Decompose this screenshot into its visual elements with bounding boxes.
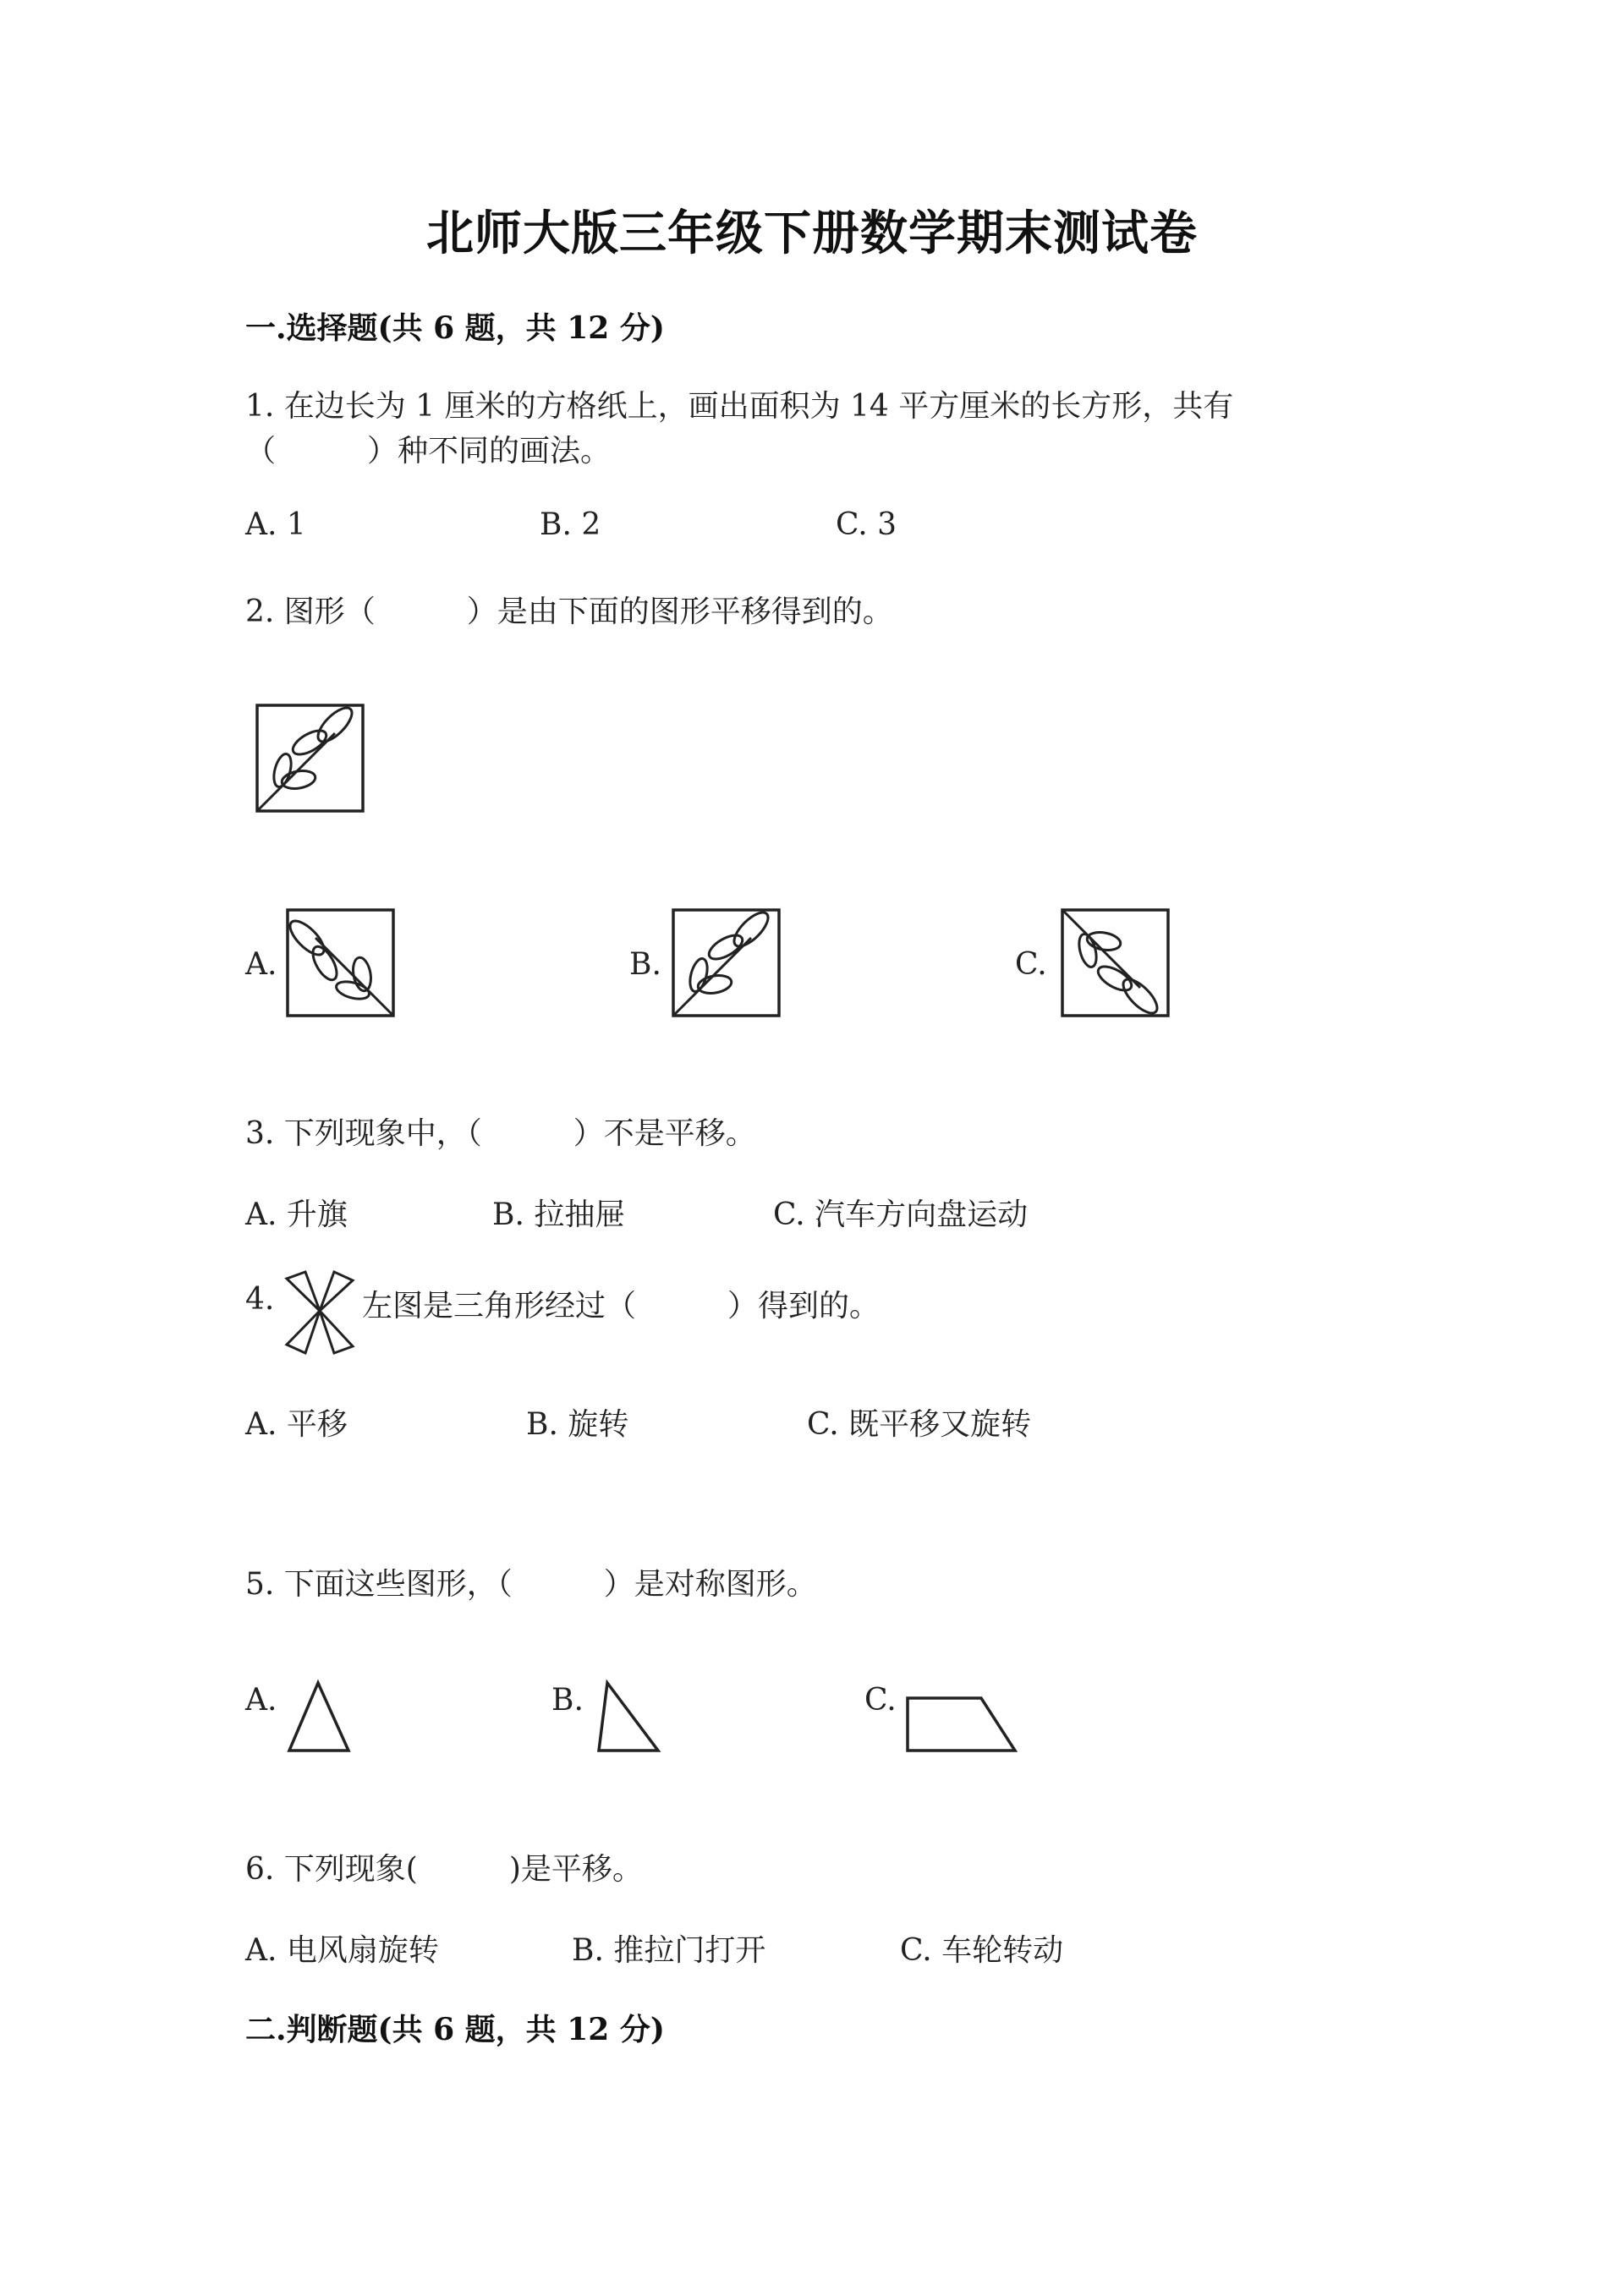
leaf-branch-figure-icon — [254, 702, 372, 816]
question-1-option-a[interactable]: A. 1 — [245, 507, 306, 542]
leaf-branch-flipped-figure-icon[interactable] — [1059, 907, 1173, 1021]
question-1-text-line2: （ ）种不同的画法。 — [245, 434, 612, 469]
question-6-option-a[interactable]: A. 电风扇旋转 — [245, 1933, 439, 1968]
question-4-option-c[interactable]: C. 既平移又旋转 — [807, 1407, 1032, 1442]
question-3-text: 3. 下列现象中，（ ）不是平移。 — [245, 1116, 756, 1151]
isosceles-triangle-figure-icon[interactable] — [286, 1679, 354, 1755]
question-6-option-b[interactable]: B. 推拉门打开 — [572, 1933, 766, 1968]
question-5-option-a[interactable]: A. — [245, 1683, 277, 1718]
question-4-option-a[interactable]: A. 平移 — [245, 1407, 348, 1442]
question-3-option-c[interactable]: C. 汽车方向盘运动 — [773, 1197, 1029, 1232]
question-5-option-b[interactable]: B. — [551, 1683, 584, 1718]
question-2-option-a[interactable]: A. — [245, 947, 277, 982]
scalene-triangle-figure-icon[interactable] — [592, 1679, 660, 1755]
question-6-option-c[interactable]: C. 车轮转动 — [900, 1933, 1064, 1968]
section-heading-choice: 一.选择题(共 6 题，共 12 分) — [245, 310, 665, 346]
leaf-branch-figure-icon[interactable] — [670, 907, 784, 1021]
section-heading-judgement: 二.判断题(共 6 题，共 12 分) — [245, 2012, 665, 2047]
question-4-number: 4. — [245, 1282, 275, 1317]
question-3-option-b[interactable]: B. 拉抽屉 — [492, 1197, 626, 1232]
question-2-option-b[interactable]: B. — [629, 947, 661, 982]
pinwheel-triangles-figure-icon — [282, 1270, 358, 1355]
question-6-text: 6. 下列现象( )是平移。 — [245, 1852, 643, 1887]
question-2-option-c[interactable]: C. — [1015, 947, 1047, 982]
question-4-text: 左图是三角形经过（ ）得到的。 — [362, 1289, 881, 1323]
question-2-text: 2. 图形（ ）是由下面的图形平移得到的。 — [245, 595, 893, 629]
question-5-option-c[interactable]: C. — [864, 1683, 897, 1718]
question-1-text: 1. 在边长为 1 厘米的方格纸上，画出面积为 14 平方厘米的长方形，共有 — [245, 389, 1234, 424]
question-1-option-b[interactable]: B. 2 — [540, 507, 601, 542]
trapezoid-figure-icon[interactable] — [903, 1694, 1022, 1755]
question-3-option-a[interactable]: A. 升旗 — [245, 1197, 348, 1232]
question-4-option-b[interactable]: B. 旋转 — [526, 1407, 629, 1442]
question-5-text: 5. 下面这些图形，（ ）是对称图形。 — [245, 1567, 817, 1602]
question-1-option-c[interactable]: C. 3 — [836, 507, 897, 542]
leaf-branch-rotated-figure-icon[interactable] — [284, 907, 398, 1021]
page-title: 北师大版三年级下册数学期末测试卷 — [426, 205, 1198, 261]
